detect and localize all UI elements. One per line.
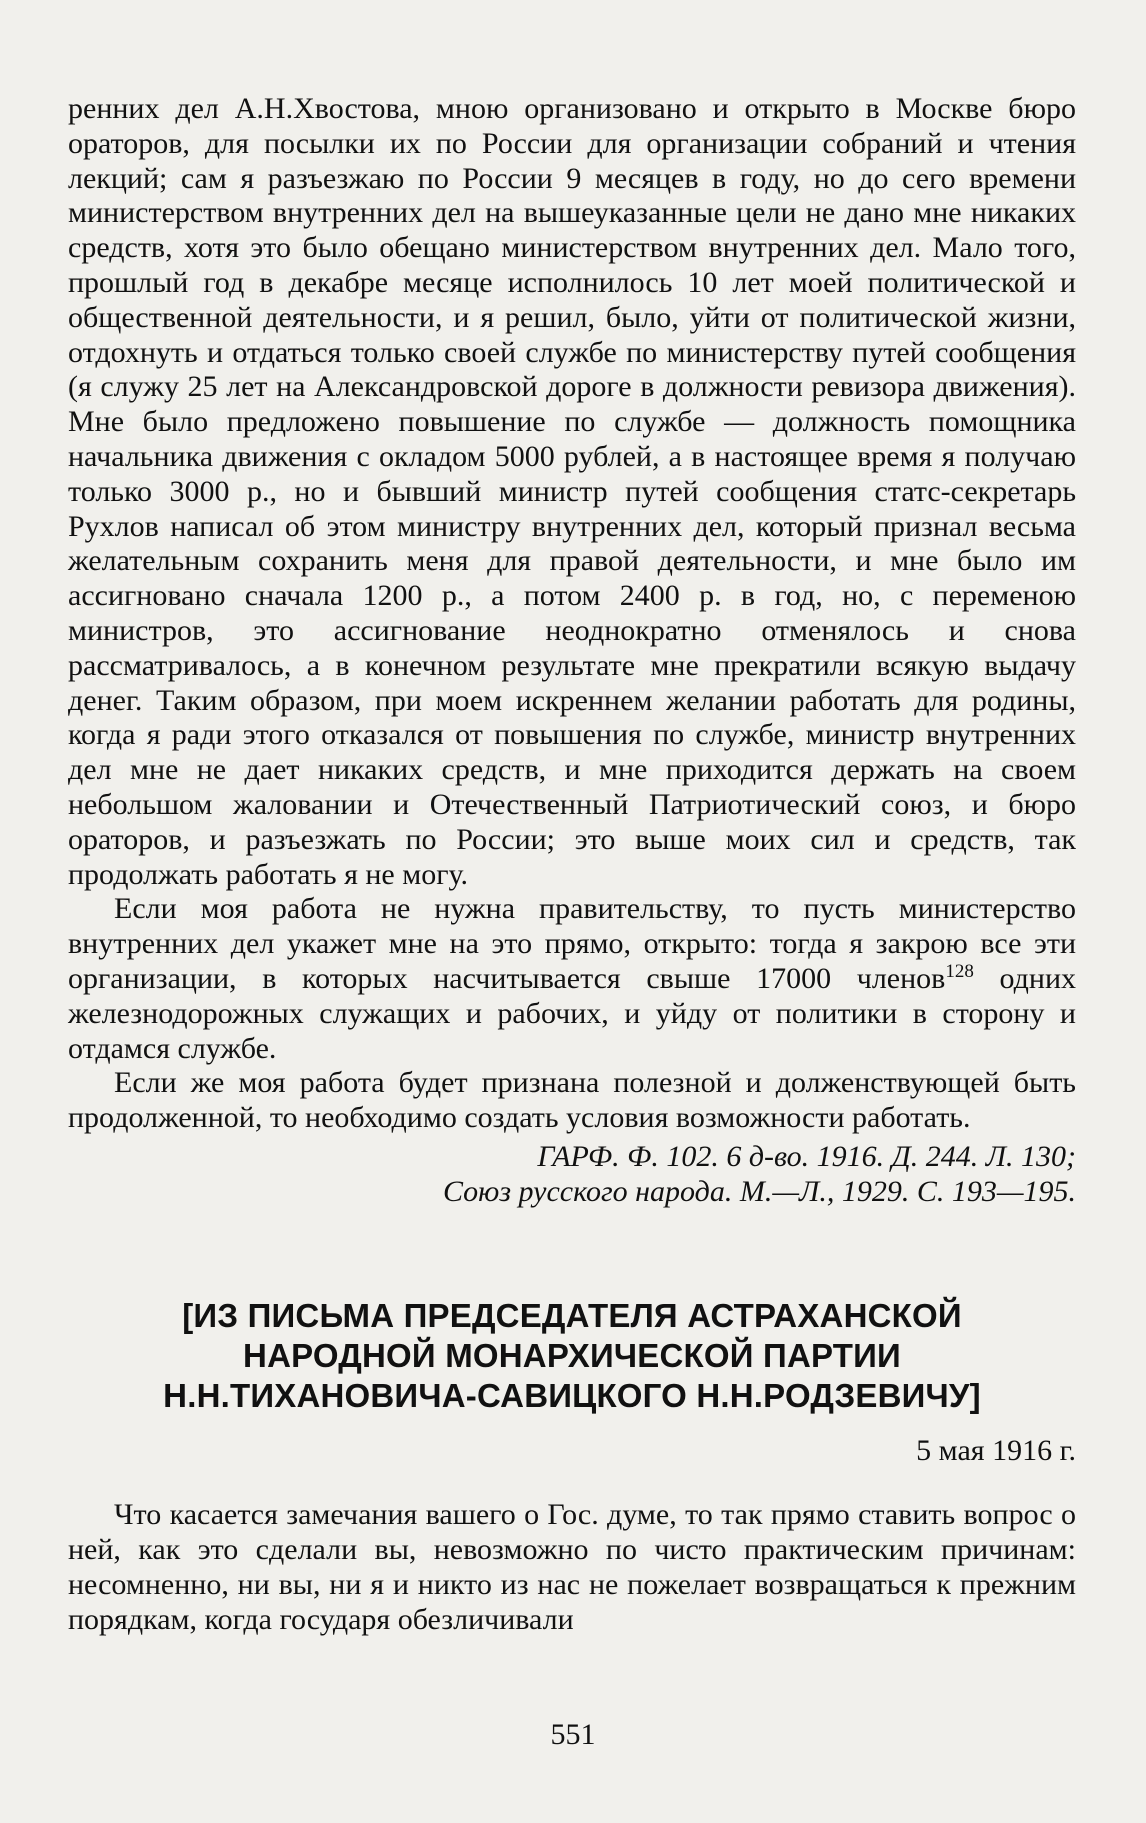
footnote-ref: 128 <box>945 960 974 982</box>
body-paragraph-2 <box>68 892 1076 1066</box>
paragraph-2-text-end: одних железнодорожных служащих и рабочих, и уйду от политики в сторону и отдамся службе. <box>68 961 1076 1065</box>
section-heading <box>68 1296 1076 1416</box>
heading-line-2: НАРОДНОЙ МОНАРХИЧЕСКОЙ ПАРТИИ <box>243 1336 901 1374</box>
heading-line-1: [ИЗ ПИСЬМА ПРЕДСЕДАТЕЛЯ АСТРАХАНСКОЙ <box>182 1296 962 1334</box>
paragraph-2-text-start: Если моя работа не нужна правительству, то пусть министерство внутренних дел укажет мне на это прямо, открыто: тогда я закрою все эти организации, в которых насчитывается свыше 17000 членов <box>68 892 1076 995</box>
source-citation <box>68 1140 1076 1210</box>
letter-date: 5 мая 1916 г. <box>916 1433 1076 1467</box>
body-paragraph-1: ренних дел А.Н.Хвостова, мною организовано и открыто в Москве бюро ораторов, для посылки их по России для организации собраний и чтения лекций; сам я разъезжаю по России 9 месяцев в году, но до сего времени министерством внутренних дел на вышеуказанные цели не дано мне никаких средств, хотя это было обещано министерством внутренних дел. Мало того, прошлый год в декабре месяце исполнилось 10 лет моей политической и общественной деятельности, и я решил, было, уйти от политической жизни, отдохнуть и отдаться только своей службе по министерству путей сообщения (я служу 25 лет на Александровской дороге в должности ревизора движения). Мне было предложено повышение по службе — должность помощника начальника движения с окладом 5000 рублей, а в настоящее время я получаю только 3000 р., но и бывший министр путей сообщения статс-секретарь Рухлов написал об этом министру внутренних дел, который признал весьма желательным сохранить меня для правой деятельности, и мне было им ассигновано сначала 1200 р., а потом 2400 р. в год, но, с переменою министров, это ассигнование неоднократно отменялось и снова рассматривалось, а в конечном результате мне прекратили всякую выдачу денег. Таким образом, при моем искреннем желании работать для родины, когда я ради этого отказался от повышения по службе, министр внутренних дел мне не дает никаких средств, и мне приходится держать на своем небольшом жаловании и Отечественный Патриотический союз, и бюро ораторов, и разъезжать по России; это выше моих сил и средств, так продолжать работать я не могу. <box>68 92 1076 891</box>
body-paragraph-3: Если же моя работа будет признана полезной и долженствующей быть продолженной, то необходимо создать условия возможности работать. <box>68 1066 1076 1135</box>
heading-line-3: Н.Н.ТИХАНОВИЧА-САВИЦКОГО Н.Н.РОДЗЕВИЧУ] <box>163 1376 981 1414</box>
document-page <box>68 92 1076 1792</box>
letter-paragraph-1: Что касается замечания вашего о Гос. думе, то так прямо ставить вопрос о ней, как это сделали вы, невозможно по чисто практическим причинам: несомненно, ни вы, ни я и никто из нас не пожелает возвращаться к прежним порядкам, когда государя обезличивали <box>68 1498 1076 1636</box>
page-number: 551 <box>550 1718 596 1751</box>
source-line-1: ГАРФ. Ф. 102. 6 д-во. 1916. Д. 244. Л. 130; <box>537 1139 1076 1173</box>
source-line-2: Союз русского народа. М.—Л., 1929. С. 193—195. <box>442 1174 1076 1208</box>
